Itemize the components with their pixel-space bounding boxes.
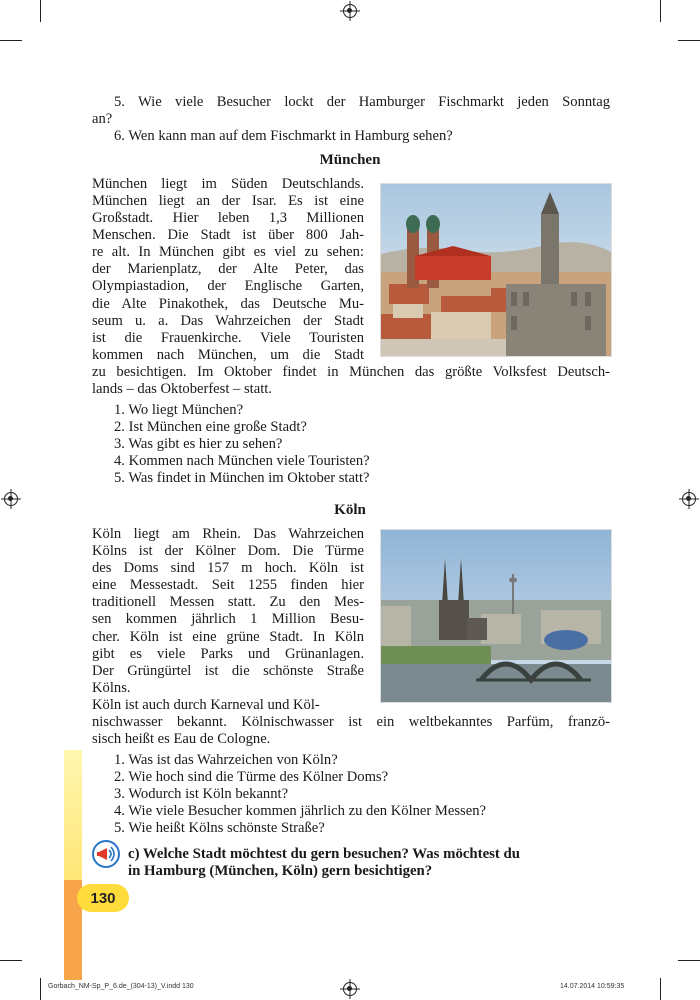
koeln-cityscape [381, 530, 611, 702]
question-line: 3. Was gibt es hier zu sehen? [114, 436, 283, 452]
text-line: eine Messestadt. Seit 1255 finden hier [92, 577, 364, 593]
crop-mark [660, 978, 661, 1000]
koeln-photo [380, 529, 612, 703]
crop-mark [40, 978, 41, 1000]
text-line: Köln liegt am Rhein. Das Wahrzeichen [92, 526, 364, 542]
muenchen-photo [380, 183, 612, 357]
text-line: Kölns. [92, 680, 131, 696]
text-line: ist die Frauenkirche. Viele Touristen [92, 330, 364, 346]
question-line: an? [92, 111, 113, 127]
question-line: 1. Was ist das Wahrzeichen von Köln? [114, 752, 338, 768]
text-line: sisch heißt es Eau de Cologne. [92, 731, 271, 747]
registration-mark-icon [343, 982, 357, 996]
text-line: München liegt an der Isar. Es ist eine [92, 193, 364, 209]
section-heading-muenchen: München [319, 152, 381, 168]
text-line: des Doms sind 157 m hoch. Köln ist [92, 560, 364, 576]
text-line: seum u. a. Das Wahrzeichen der Stadt [92, 313, 364, 329]
question-line: 5. Wie heißt Kölns schönste Straße? [114, 820, 325, 836]
crop-mark [678, 40, 700, 41]
crop-mark [40, 0, 41, 22]
registration-mark-icon [343, 4, 357, 18]
question-line: 1. Wo liegt München? [114, 402, 244, 418]
text-line: kommen nach München, um die Stadt [92, 347, 364, 363]
text-line: sen kommen jährlich 1 Million Besu- [92, 611, 364, 627]
crop-mark [0, 40, 22, 41]
task-text: c) Welche Stadt möchtest du gern besuchen? Was möchtest du [128, 846, 520, 862]
text-line: gibt es viele Parks und Grünanlagen. [92, 646, 364, 662]
question-line: 4. Wie viele Besucher kommen jährlich zu den Kölner Messen? [114, 803, 486, 819]
text-line: der Marienplatz, der Alte Peter, das [92, 261, 364, 277]
megaphone-icon [92, 840, 120, 868]
text-line: lands – das Oktoberfest – statt. [92, 381, 272, 397]
text-line: Menschen. Die Stadt ist über 800 Jah- [92, 227, 364, 243]
text-line: Köln ist auch durch Karneval und Köl- [92, 697, 320, 713]
text-line: zu besichtigen. Im Oktober findet in München das größte Volksfest Deutsch- [92, 364, 610, 380]
crop-mark [660, 0, 661, 22]
text-line: traditionell Messen statt. Zu den Mes- [92, 594, 364, 610]
section-heading-koeln: Köln [334, 502, 366, 518]
text-line: Der Grüngürtel ist die schönste Straße [92, 663, 364, 679]
footer-timestamp: 14.07.2014 10:59:35 [560, 983, 625, 990]
question-line: 6. Wen kann man auf dem Fischmarkt in Hamburg sehen? [114, 128, 453, 144]
text-line: nischwasser bekannt. Kölnischwasser ist ein weltbekanntes Parfüm, franzö- [92, 714, 610, 730]
question-line: 2. Ist München eine große Stadt? [114, 419, 307, 435]
text-line: Olympiastadion, der Englische Garten, [92, 278, 364, 294]
question-line: 4. Kommen nach München viele Touristen? [114, 453, 370, 469]
text-line: Großstadt. Hier leben 1,3 Millionen [92, 210, 364, 226]
question-line: 5. Wie viele Besucher lockt der Hamburger Fischmarkt jeden Sonntag [114, 94, 610, 110]
text-line: re alt. In München gibt es viel zu sehen: [92, 244, 364, 260]
crop-mark [0, 960, 22, 961]
question-line: 2. Wie hoch sind die Türme des Kölner Doms? [114, 769, 389, 785]
text-line: München liegt im Süden Deutschlands. [92, 176, 364, 192]
text-line: die Alte Pinakothek, das Deutsche Mu- [92, 296, 364, 312]
crop-mark [678, 960, 700, 961]
muenchen-cityscape [381, 184, 611, 356]
question-line: 3. Wodurch ist Köln bekannt? [114, 786, 289, 802]
text-line: cher. Köln ist eine grüne Stadt. In Köln [92, 629, 364, 645]
task-text: in Hamburg (München, Köln) gern besichtigen? [128, 863, 433, 879]
question-line: 5. Was findet in München im Oktober statt? [114, 470, 370, 486]
footer-file: Gorbach_NM-Sp_P_6.de_(304-13)_V.indd 130 [48, 983, 194, 990]
page-number: 130 [77, 884, 129, 912]
text-line: Kölns ist der Kölner Dom. Die Türme [92, 543, 364, 559]
